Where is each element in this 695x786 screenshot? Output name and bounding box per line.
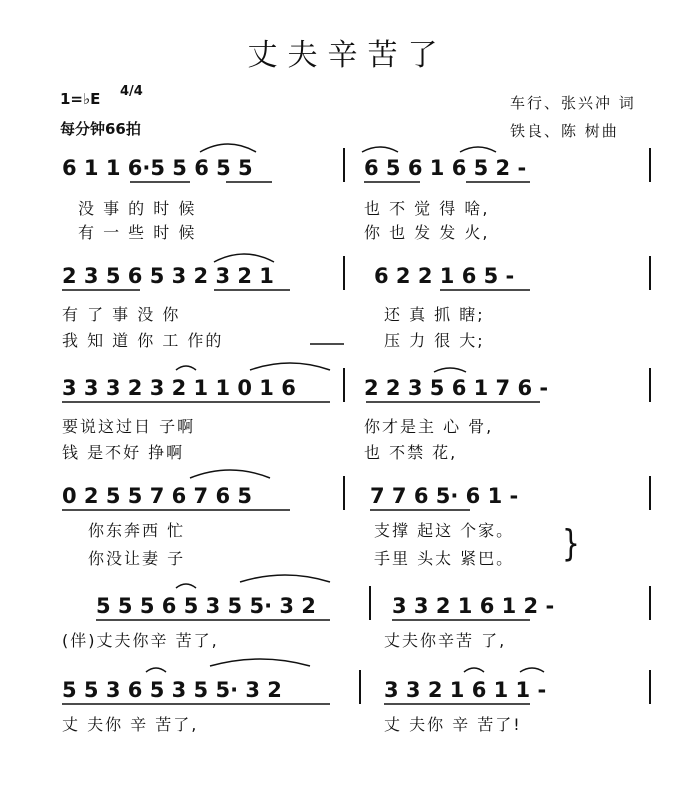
- measure-group: 5 5 3 6 5 3 5 5· 3 2: [62, 678, 282, 702]
- lyric-phrase: 钱 是不好 挣啊: [62, 443, 185, 462]
- slur: [214, 254, 274, 262]
- lyric-phrase: 还 真 抓 瞎;: [384, 305, 485, 324]
- song-title: 丈夫辛苦了: [247, 38, 448, 73]
- measure-group: 2 2 3 5 6 1 7 6 -: [364, 376, 549, 400]
- lyric-phrase: 也 不禁 花,: [364, 443, 458, 462]
- slur: [240, 575, 330, 582]
- measure-group: 6 2 2 1 6 5 -: [374, 264, 515, 288]
- lyric-brace: }: [562, 522, 580, 565]
- slur: [176, 366, 196, 370]
- lyric-phrase: 有 了 事 没 你: [62, 305, 181, 324]
- measure-group: 3 3 2 1 6 1 1 -: [384, 678, 547, 702]
- slur: [250, 363, 330, 370]
- key-signature: 1=♭E: [60, 90, 101, 108]
- measure-group: 7 7 6 5· 6 1 -: [370, 484, 519, 508]
- lyric-phrase: 丈 夫你 辛 苦了,: [62, 715, 199, 734]
- lyric-phrase: 也 不 觉 得 啥,: [364, 199, 490, 218]
- measure-group: 3 3 2 1 6 1 2 -: [392, 594, 555, 618]
- lyric-phrase: 丈 夫你 辛 苦了!: [384, 715, 522, 734]
- measure-group: 2 3 5 6 5 3 2 3 2 1: [62, 264, 274, 288]
- lyric-phrase: 有 一 些 时 候: [78, 223, 197, 242]
- slur: [190, 470, 270, 478]
- slur: [460, 147, 496, 152]
- slur: [200, 144, 256, 152]
- lyricist-credit: 车行、张兴冲 词: [510, 94, 636, 112]
- lyric-phrase: 你没让妻 子: [88, 549, 186, 568]
- lyric-phrase: (伴)丈夫你辛 苦了,: [62, 631, 219, 650]
- composer-credit: 铁良、陈 树曲: [510, 122, 619, 140]
- lyric-phrase: 我 知 道 你 工 作的: [62, 331, 224, 350]
- lyric-phrase: 丈夫你辛苦 了,: [384, 631, 507, 650]
- lyric-phrase: 支撑 起这 个家。: [374, 521, 515, 540]
- slur: [520, 668, 544, 672]
- lyric-phrase: 手里 头太 紧巴。: [374, 549, 515, 568]
- measure-group: 6 5 6 1 6 5 2 -: [364, 156, 527, 180]
- lyric-phrase: 要说这过日 子啊: [62, 417, 196, 436]
- measure-group: 3 3 3 2 3 2 1 1 0 1 6: [62, 376, 296, 400]
- measure-group: 5 5 5 6 5 3 5 5· 3 2: [96, 594, 316, 618]
- lyric-phrase: 压 力 很 大;: [384, 331, 485, 350]
- measure-group: 0 2 5 5 7 6 7 6 5: [62, 484, 252, 508]
- slur: [146, 668, 166, 672]
- slur: [434, 368, 466, 372]
- slur: [464, 668, 484, 672]
- lyric-phrase: 你 也 发 发 火,: [364, 223, 490, 242]
- lyric-phrase: 没 事 的 时 候: [78, 199, 197, 218]
- tempo-marking: 每分钟66拍: [60, 120, 141, 138]
- lyric-phrase: 你东奔西 忙: [88, 521, 186, 540]
- time-signature: 4/4: [120, 84, 143, 99]
- slur: [176, 584, 196, 588]
- lyric-phrase: 你才是主 心 骨,: [364, 417, 494, 436]
- slur: [362, 147, 398, 152]
- measure-group: 6 1 1 6·5 5 6 5 5: [62, 156, 253, 180]
- slur: [210, 659, 310, 666]
